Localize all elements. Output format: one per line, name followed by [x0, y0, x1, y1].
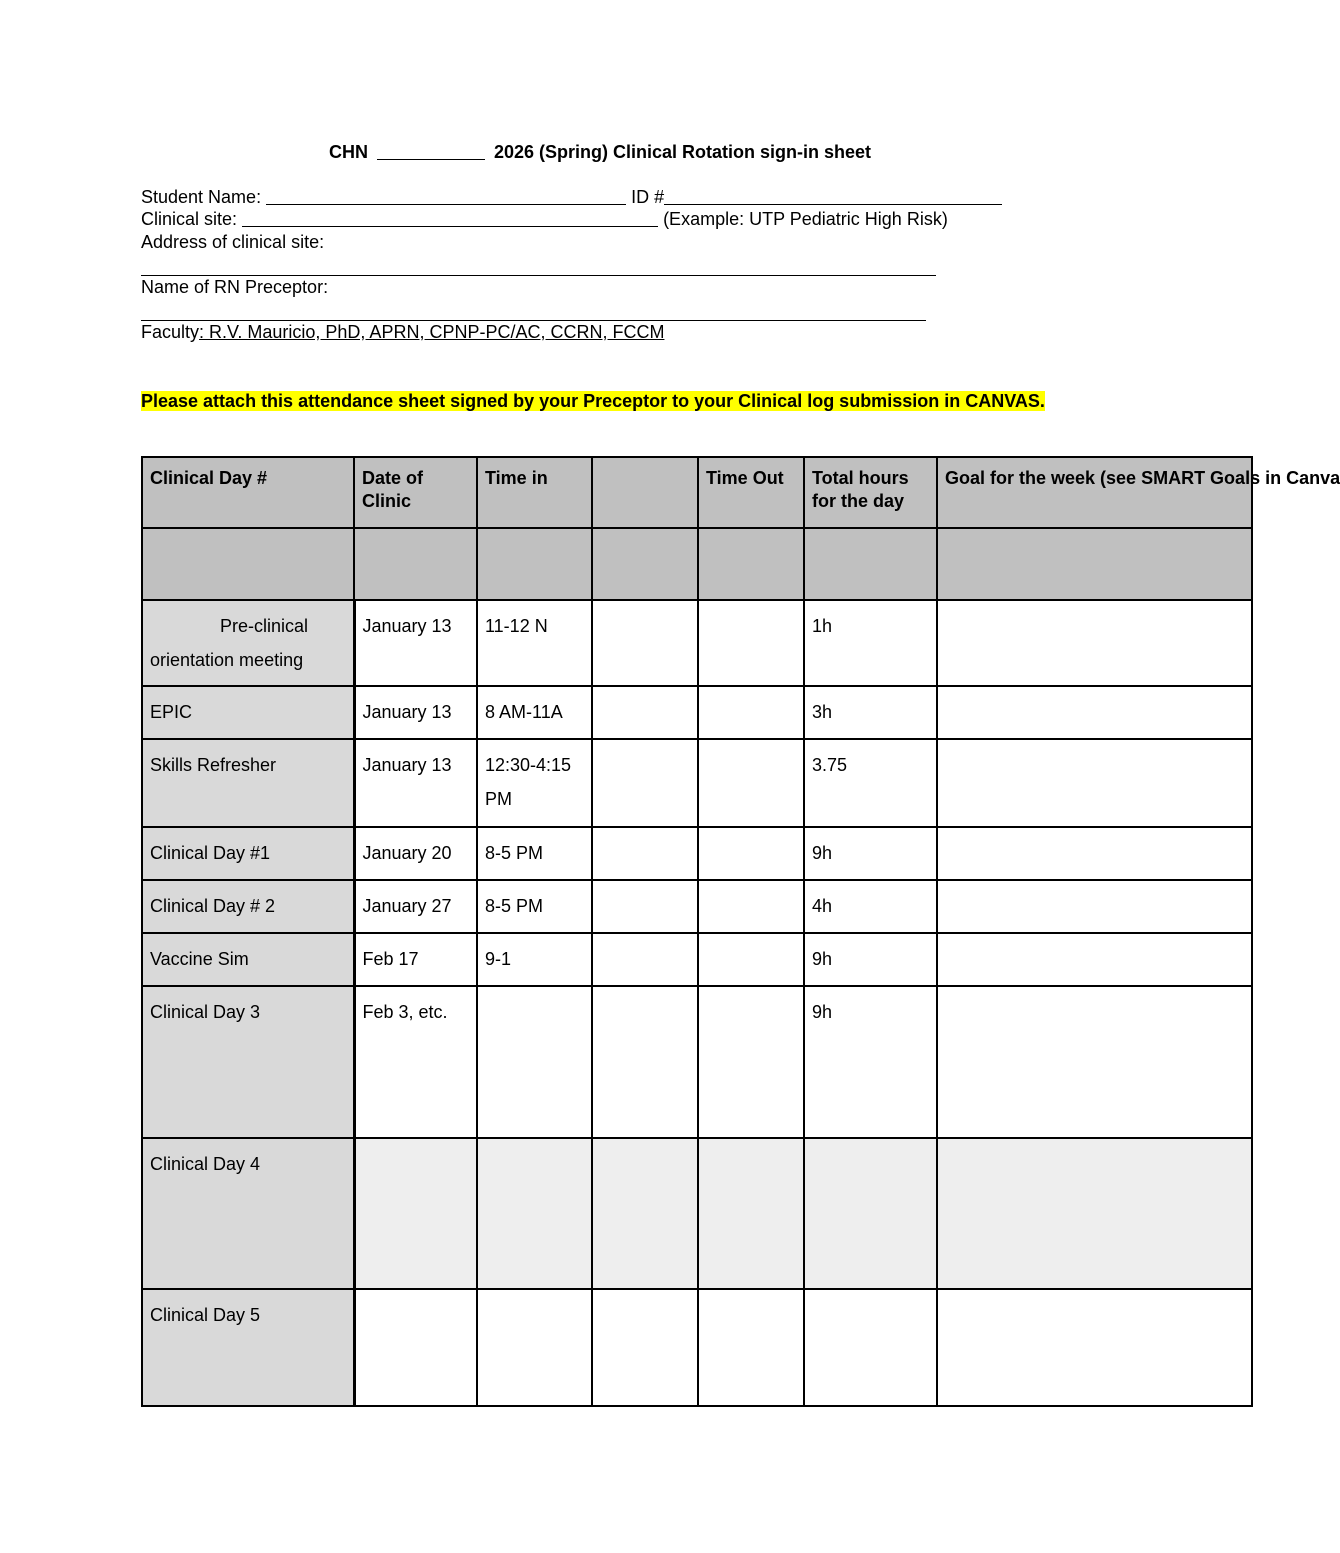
- preceptor-field[interactable]: [141, 320, 926, 321]
- header-time-in: Time in: [477, 457, 592, 528]
- clinical-site-label: Clinical site:: [141, 209, 238, 229]
- cell-hours[interactable]: [804, 1289, 937, 1406]
- header-time-out: Time Out: [698, 457, 804, 528]
- cell-date: January 20: [354, 827, 477, 880]
- table-cell: [804, 528, 937, 600]
- cell-date: Feb 17: [354, 933, 477, 986]
- cell-day: Skills Refresher: [142, 739, 354, 827]
- cell-time-in[interactable]: 8-5 PM: [477, 827, 592, 880]
- cell-col4[interactable]: [592, 686, 698, 739]
- cell-goal[interactable]: [937, 827, 1252, 880]
- cell-time-out[interactable]: [698, 1138, 804, 1289]
- cell-time-out[interactable]: [698, 600, 804, 686]
- cell-time-in[interactable]: [477, 1138, 592, 1289]
- cell-time-in[interactable]: 8 AM-11A: [477, 686, 592, 739]
- cell-date[interactable]: [354, 1138, 477, 1289]
- cell-day: Clinical Day # 2: [142, 880, 354, 933]
- table-cell: [477, 528, 592, 600]
- preceptor-label: Name of RN Preceptor:: [141, 277, 329, 297]
- faculty-line: [141, 322, 664, 343]
- table-row: [142, 1289, 1252, 1406]
- table-row: [142, 739, 1252, 827]
- clinical-site-field[interactable]: [242, 210, 658, 227]
- notice-text: Please attach this attendance sheet signed by your Preceptor to your Clinical log submission in CANVAS.: [141, 391, 1045, 411]
- table-row: [142, 827, 1252, 880]
- student-name-label: Student Name:: [141, 187, 262, 207]
- cell-day: Clinical Day 5: [142, 1289, 354, 1406]
- id-label: ID #: [631, 187, 665, 207]
- cell-date: Feb 3, etc.: [354, 986, 477, 1138]
- cell-time-out[interactable]: [698, 933, 804, 986]
- header-clinical-day: Clinical Day #: [142, 457, 354, 528]
- table-row: [142, 1138, 1252, 1289]
- cell-time-in[interactable]: [477, 1289, 592, 1406]
- cell-date: January 13: [354, 686, 477, 739]
- cell-date: January 13: [354, 739, 477, 827]
- clinical-site-example: (Example: UTP Pediatric High Risk): [663, 209, 948, 229]
- cell-col4[interactable]: [592, 1138, 698, 1289]
- cell-time-out[interactable]: [698, 686, 804, 739]
- cell-time-out[interactable]: [698, 880, 804, 933]
- cell-date: January 27: [354, 880, 477, 933]
- title-suffix: 2026 (Spring) Clinical Rotation sign-in sheet: [493, 142, 872, 162]
- cell-col4[interactable]: [592, 600, 698, 686]
- cell-hours[interactable]: 1h: [804, 600, 937, 686]
- cell-time-out[interactable]: [698, 739, 804, 827]
- table-cell: [698, 528, 804, 600]
- faculty-value: : R.V. Mauricio, PhD, APRN, CPNP-PC/AC, CCRN, FCCM: [199, 322, 665, 342]
- table-cell: [592, 528, 698, 600]
- cell-time-in[interactable]: 8-5 PM: [477, 880, 592, 933]
- cell-day: Clinical Day 3: [142, 986, 354, 1138]
- address-field[interactable]: [141, 275, 936, 276]
- student-name-line: [141, 187, 1002, 208]
- id-field[interactable]: [664, 188, 1002, 205]
- cell-col4[interactable]: [592, 986, 698, 1138]
- title-prefix: CHN: [328, 142, 368, 162]
- attendance-table: [141, 456, 1340, 1407]
- cell-col4[interactable]: [592, 1289, 698, 1406]
- cell-goal[interactable]: [937, 739, 1252, 827]
- table-row: [142, 880, 1252, 933]
- header-blank: [592, 457, 698, 528]
- cell-col4[interactable]: [592, 827, 698, 880]
- cell-hours[interactable]: 4h: [804, 880, 937, 933]
- address-label: Address of clinical site:: [141, 232, 325, 252]
- student-name-field[interactable]: [266, 188, 626, 205]
- cell-goal[interactable]: [937, 686, 1252, 739]
- cell-time-in[interactable]: [477, 986, 592, 1138]
- cell-hours[interactable]: 3h: [804, 686, 937, 739]
- page-title: [0, 142, 1200, 163]
- cell-goal[interactable]: [937, 933, 1252, 986]
- table-row: [142, 686, 1252, 739]
- cell-goal[interactable]: [937, 880, 1252, 933]
- cell-day: Clinical Day 4: [142, 1138, 354, 1289]
- cell-goal[interactable]: [937, 1138, 1252, 1289]
- table-cell: [354, 528, 477, 600]
- faculty-label: Faculty: [141, 322, 200, 342]
- cell-hours[interactable]: 3.75: [804, 739, 937, 827]
- cell-col4[interactable]: [592, 933, 698, 986]
- table-cell: [937, 528, 1252, 600]
- table-header-row: [142, 457, 1252, 528]
- table-spacer-row: [142, 528, 1252, 600]
- cell-date[interactable]: [354, 1289, 477, 1406]
- cell-time-in[interactable]: 12:30-4:15 PM: [477, 739, 592, 827]
- header-goal: Goal for the week (see SMART Goals in Canva: [937, 457, 1252, 528]
- cell-day: EPIC: [142, 686, 354, 739]
- cell-day: Pre-clinical orientation meeting: [142, 600, 354, 686]
- table-cell: [142, 528, 354, 600]
- cell-time-out[interactable]: [698, 827, 804, 880]
- header-date: Date of Clinic: [354, 457, 477, 528]
- cell-col4[interactable]: [592, 880, 698, 933]
- cell-col4[interactable]: [592, 739, 698, 827]
- cell-date: January 13: [354, 600, 477, 686]
- cell-day: Clinical Day #1: [142, 827, 354, 880]
- cell-goal[interactable]: [937, 986, 1252, 1138]
- table-row: [142, 600, 1252, 686]
- cell-time-in[interactable]: 9-1: [477, 933, 592, 986]
- cell-goal[interactable]: [937, 600, 1252, 686]
- cell-day: Vaccine Sim: [142, 933, 354, 986]
- attendance-notice: [141, 390, 1046, 413]
- cell-time-out[interactable]: [698, 1289, 804, 1406]
- table-row: [142, 986, 1252, 1138]
- clinical-site-line: [141, 209, 948, 230]
- cell-time-in[interactable]: 11-12 N: [477, 600, 592, 686]
- cell-goal[interactable]: [937, 1289, 1252, 1406]
- course-number-blank[interactable]: [377, 143, 485, 160]
- cell-hours[interactable]: 9h: [804, 986, 937, 1138]
- cell-hours[interactable]: 9h: [804, 933, 937, 986]
- cell-hours[interactable]: 9h: [804, 827, 937, 880]
- cell-time-out[interactable]: [698, 986, 804, 1138]
- table-row: [142, 933, 1252, 986]
- header-total-hours: Total hours for the day: [804, 457, 937, 528]
- cell-hours[interactable]: [804, 1138, 937, 1289]
